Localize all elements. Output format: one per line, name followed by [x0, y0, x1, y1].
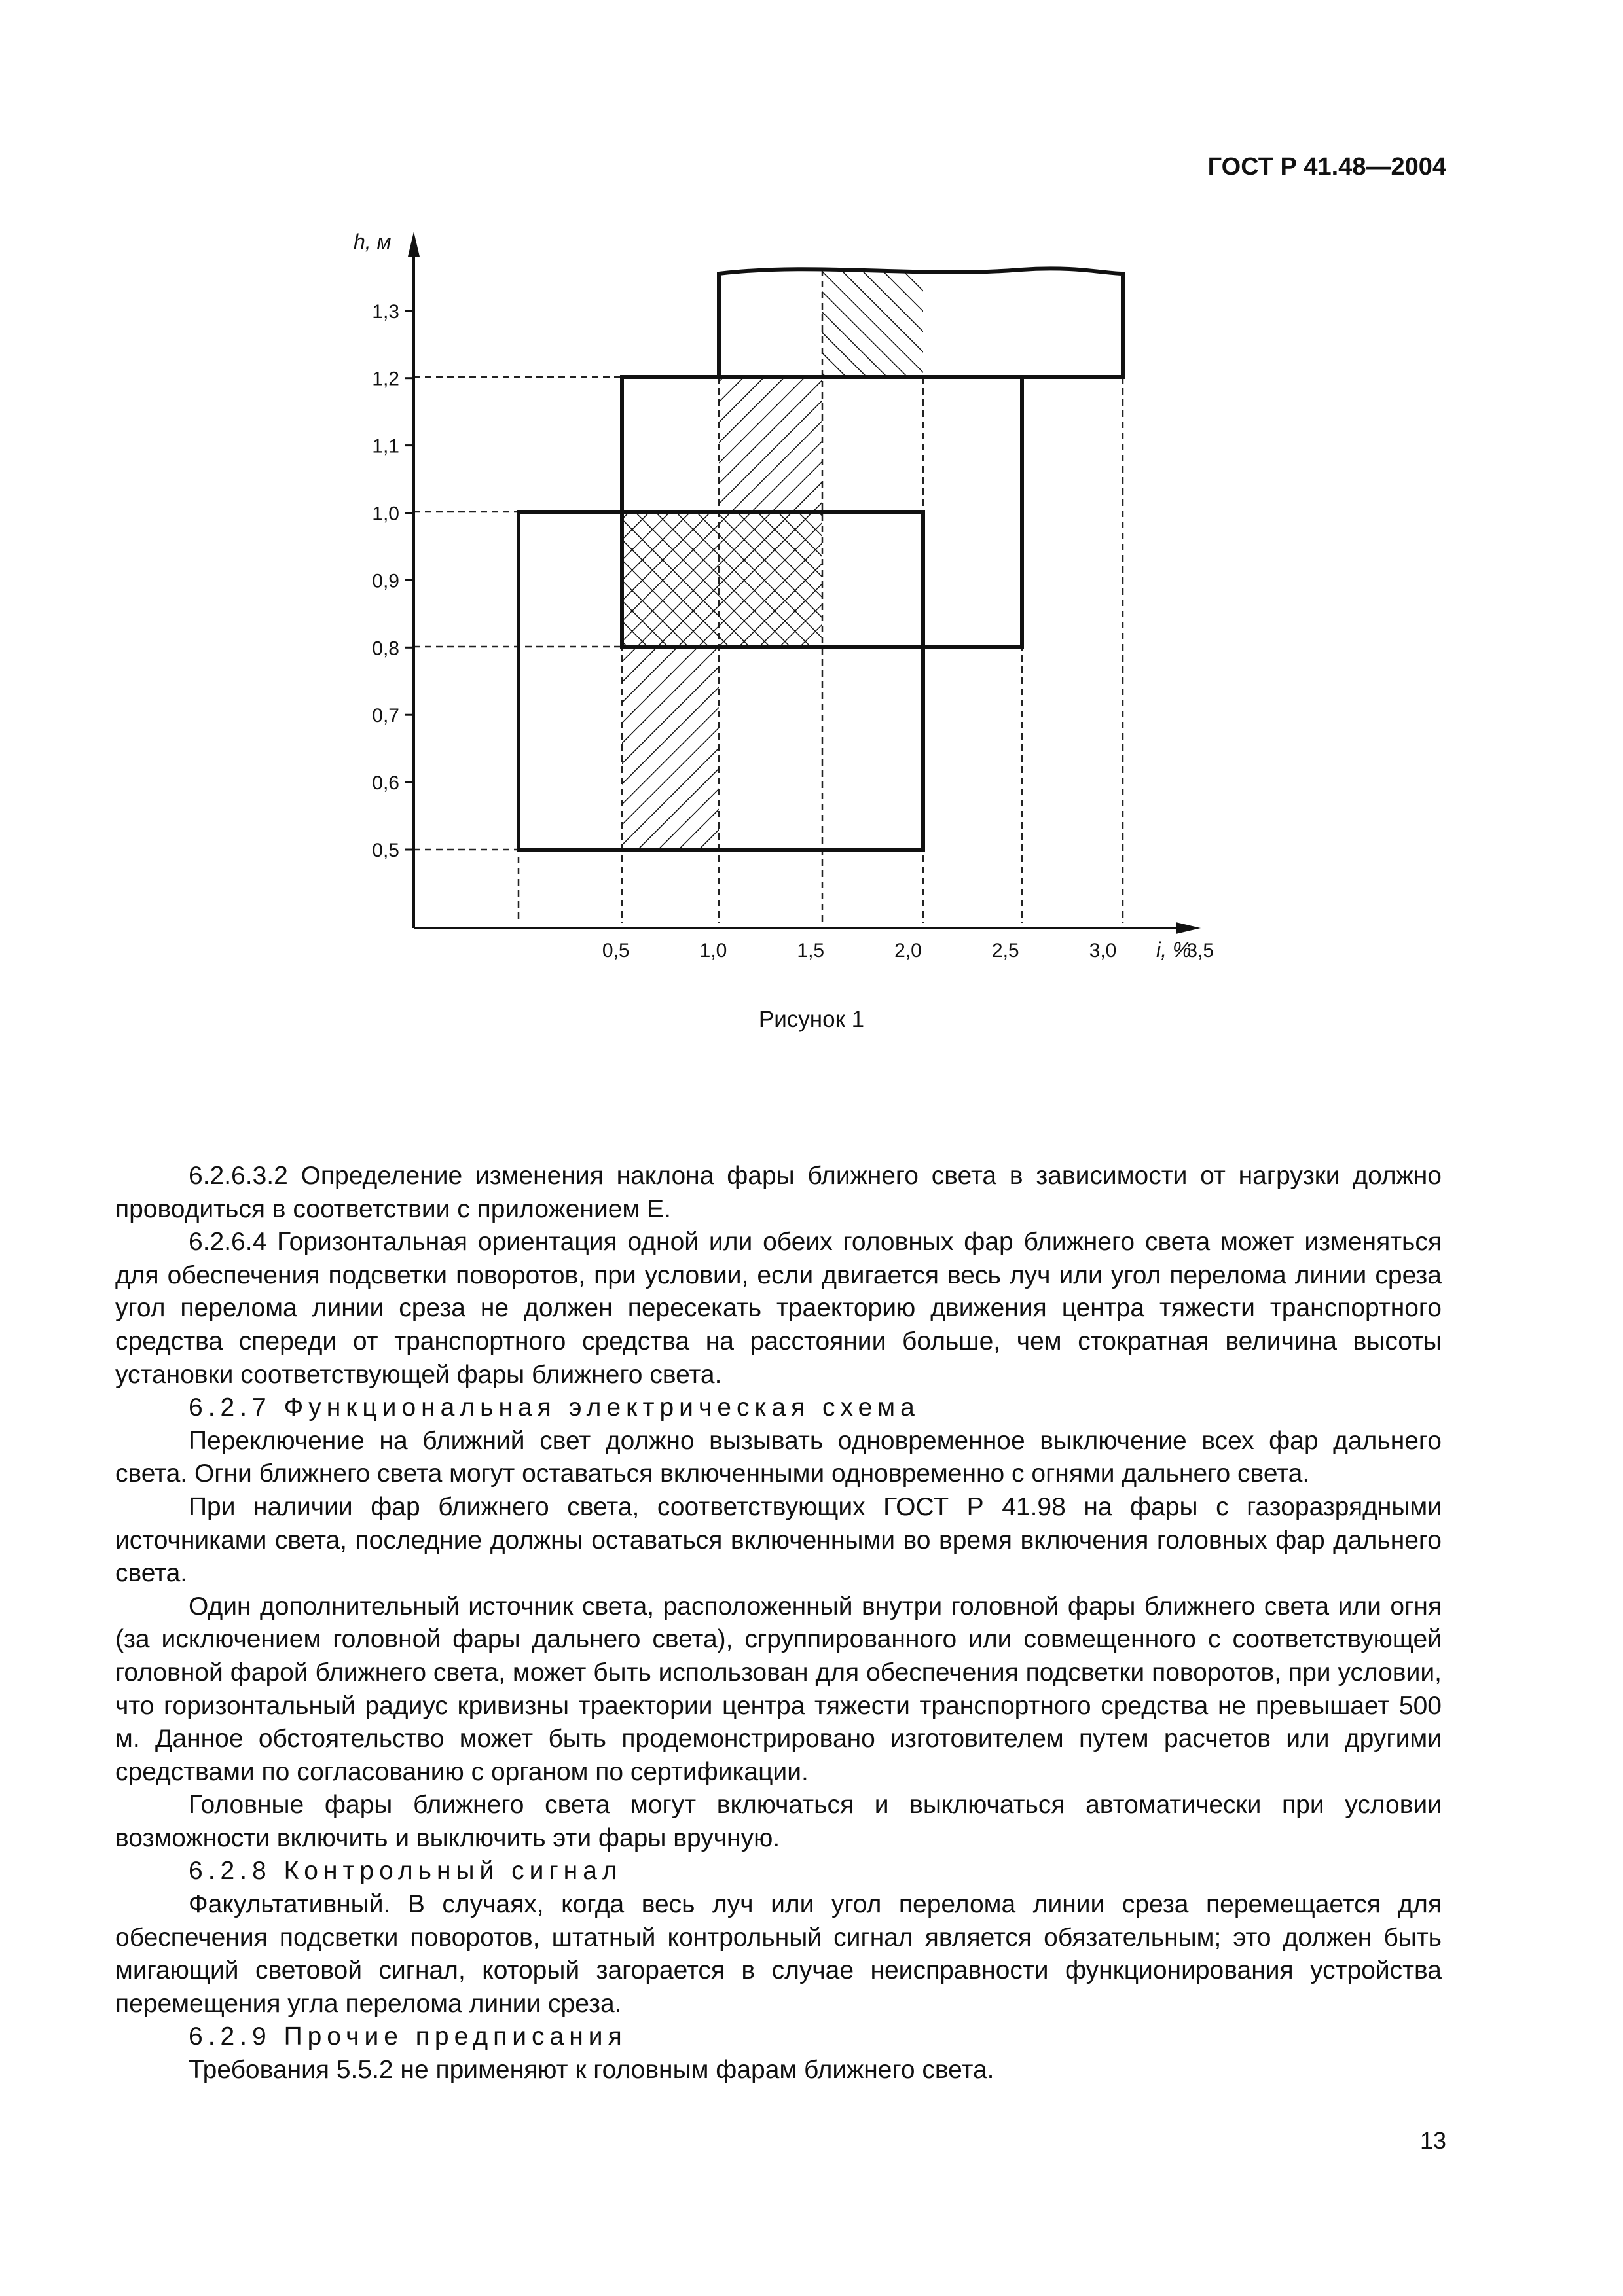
y-tick-label: 0,6 [372, 772, 399, 795]
x-tick-label: 3,0 [1089, 940, 1117, 961]
x-axis-arrow [1176, 922, 1201, 934]
y-axis-label: h, м [354, 230, 392, 253]
y-tick-label: 0,5 [372, 840, 399, 861]
hatch-zone-forward [622, 647, 719, 850]
page-number: 13 [1419, 2127, 1446, 2154]
x-tick-label: 2,0 [894, 940, 922, 961]
x-tick-label: 2,5 [991, 940, 1019, 961]
paragraph: При наличии фар ближнего света, соответствующих ГОСТ Р 41.98 на фары с газоразрядными источниками света, последние должны оставаться включенными во время включения головных фар дальнего света. [115, 1492, 1442, 1588]
x-tick-label: 0,5 [602, 940, 630, 961]
paragraph: Головные фары ближнего света могут включаться и выключаться автоматически при условии возможности включить и выключить эти фары вручную. [115, 1791, 1442, 1852]
x-axis-ticks [602, 940, 1214, 961]
body-text [115, 1160, 1442, 2087]
x-tick-label: 1,5 [797, 940, 825, 961]
paragraph: 6.2.6.3.2 Определение изменения наклона фары ближнего света в зависимости от нагрузки должно проводиться в соответствии с приложением Е. [115, 1162, 1442, 1223]
y-axis-ticks [372, 301, 414, 861]
section-heading: 6.2.7 Функциональная электрическая схема [189, 1393, 920, 1422]
x-tick-label: 1,0 [699, 940, 727, 961]
y-tick-label: 0,7 [372, 705, 399, 727]
document-header: ГОСТ Р 41.48—2004 [1207, 153, 1446, 181]
x-axis-label: i, % [1156, 938, 1192, 961]
y-tick-label: 1,3 [372, 300, 399, 323]
y-tick-label: 1,2 [372, 368, 399, 390]
paragraph: Требования 5.5.2 не применяют к головным фарам ближнего света. [189, 2056, 994, 2085]
y-tick-label: 1,0 [372, 503, 399, 525]
y-tick-label: 0,8 [372, 637, 399, 660]
y-tick-label: 1,1 [372, 435, 399, 457]
section-heading: 6.2.9 Прочие предписания [189, 2022, 627, 2051]
paragraph: 6.2.6.4 Горизонтальная ориентация одной или обеих головных фар ближнего света может изменяться для обеспечения подсветки поворотов, при условии, если двигается весь луч или угол перелома линии среза угол перелома линии среза не должен пересекать траекторию движения центра тяжести транспортного средства спереди от транспортного средства на расстоянии больше, чем стократная величина высоты установки соответствующей фары ближнего света. [115, 1228, 1442, 1389]
hatch-zone-back [822, 271, 923, 377]
figure-1-diagram [0, 0, 1623, 982]
crosshatch-zone [622, 512, 822, 647]
figure-caption: Рисунок 1 [758, 1007, 865, 1032]
x-tick-label: 3,5 [1186, 940, 1214, 961]
hatched-regions [622, 271, 923, 850]
paragraph: Факультативный. В случаях, когда весь луч или угол перелома линии среза перемещается для обеспечения подсветки поворотов, штатный контрольный сигнал является обязательным; это должен быть мигающий световой сигнал, который загорается в случае неисправности функционирования устройства перемещения угла перелома линии среза. [115, 1890, 1442, 2018]
hatch-zone-forward [719, 377, 822, 512]
paragraph: Переключение на ближний свет должно вызывать одновременное выключение всех фар дальнего света. Огни ближнего света могут оставаться включенными одновременно с огнями дальнего света. [115, 1426, 1442, 1488]
paragraph: Один дополнительный источник света, расположенный внутри головной фары ближнего света или огня (за исключением головной фары дальнего света), сгруппированного или совмещенного с соответствующей головной фарой ближнего света, может быть использован для обеспечения подсветки поворотов, при условии, что горизонтальный радиус кривизны траектории центра тяжести транспортного средства не превышает 500 м. Данное обстоятельство может быть продемонстрировано изготовителем путем расчетов или другими средствами по согласованию с органом по сертификации. [115, 1592, 1442, 1786]
section-heading: 6.2.8 Контрольный сигнал [189, 1857, 623, 1886]
y-axis-arrow [408, 232, 420, 257]
y-tick-label: 0,9 [372, 570, 399, 592]
